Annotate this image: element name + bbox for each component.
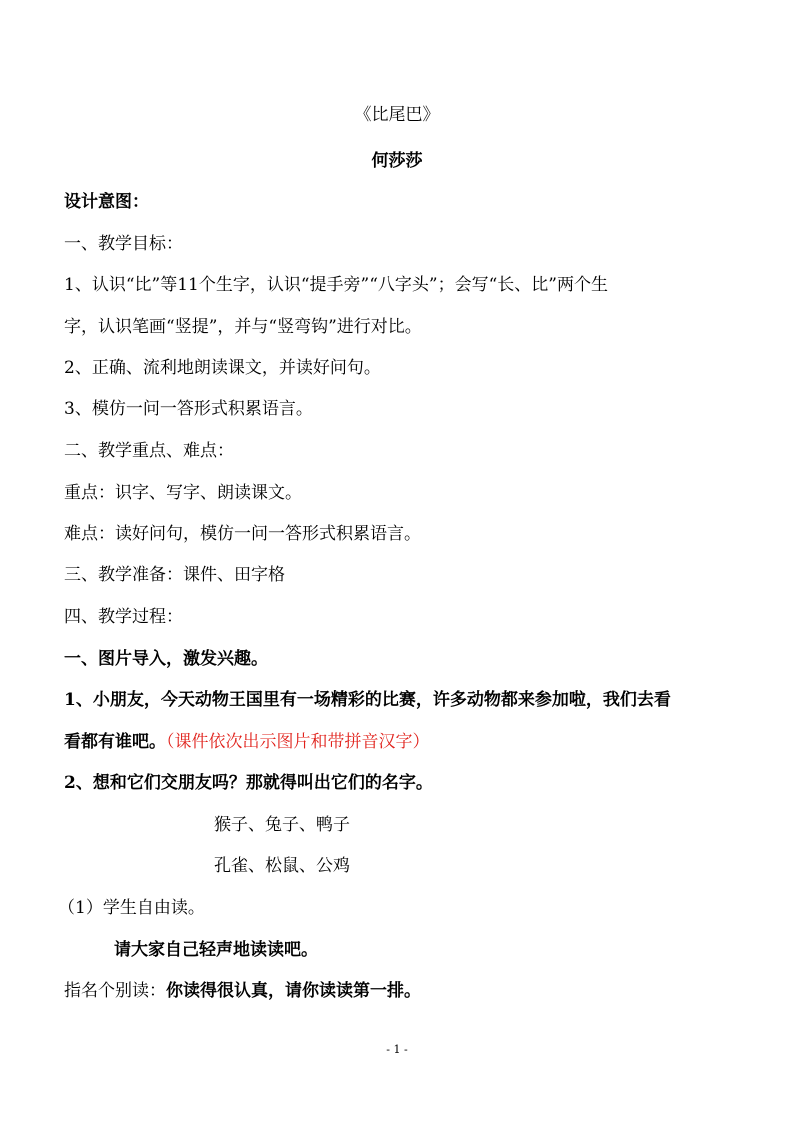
step-1-paragraph-2: 2、想和它们交朋友吗？那就得叫出它们的名字。 [64,773,433,793]
individual-reading [64,980,794,1002]
goal-2: 2、正确、流利地朗读课文，并读好问句。 [64,358,381,378]
step-1-paragraph-1-text: 看都有谁吧。 [64,732,166,752]
courseware-note: （课件依次出示图片和带拼音汉字） [166,732,430,752]
section-3: 三、教学准备：课件、田字格 [64,565,285,585]
key-point: 重点：识字、写字、朗读课文。 [64,483,302,503]
step-1-paragraph-1-line-2 [64,731,794,753]
goal-1-line-2: 字，认识笔画“竖提”，并与“竖弯钩”进行对比。 [64,317,422,337]
step-1-paragraph-1-line-1: 1、小朋友，今天动物王国里有一场精彩的比赛，许多动物都来参加啦，我们去看 [64,690,671,710]
document-author: 何莎莎 [371,151,423,171]
individual-reading-text: 你读得很认真，请你读读第一排。 [166,981,421,1001]
animal-names-row-2: 孔雀、松鼠、公鸡 [214,856,350,876]
section-4-heading: 四、教学过程： [64,607,183,627]
section-1-heading: 一、教学目标： [64,234,183,254]
goal-1-line-1: 1、认识“比”等11个生字，认识“提手旁”“八字头”；会写“长、比”两个生 [64,275,608,295]
design-intent-heading: 设计意图： [64,192,149,212]
section-2-heading: 二、教学重点、难点： [64,441,234,461]
step-1-heading: 一、图片导入，激发兴趣。 [64,649,268,669]
individual-reading-label: 指名个别读： [64,981,166,1001]
document-title: 《比尾巴》 [354,105,440,125]
page-number: - 1 - [386,1043,408,1056]
sub-step-1: （1）学生自由读。 [58,898,205,918]
difficult-point: 难点：读好问句，模仿一问一答形式积累语言。 [64,524,421,544]
goal-3: 3、模仿一问一答形式积累语言。 [64,399,313,419]
animal-names-row-1: 猴子、兔子、鸭子 [214,815,350,835]
sub-step-1-prompt: 请大家自己轻声地读读吧。 [114,940,318,960]
